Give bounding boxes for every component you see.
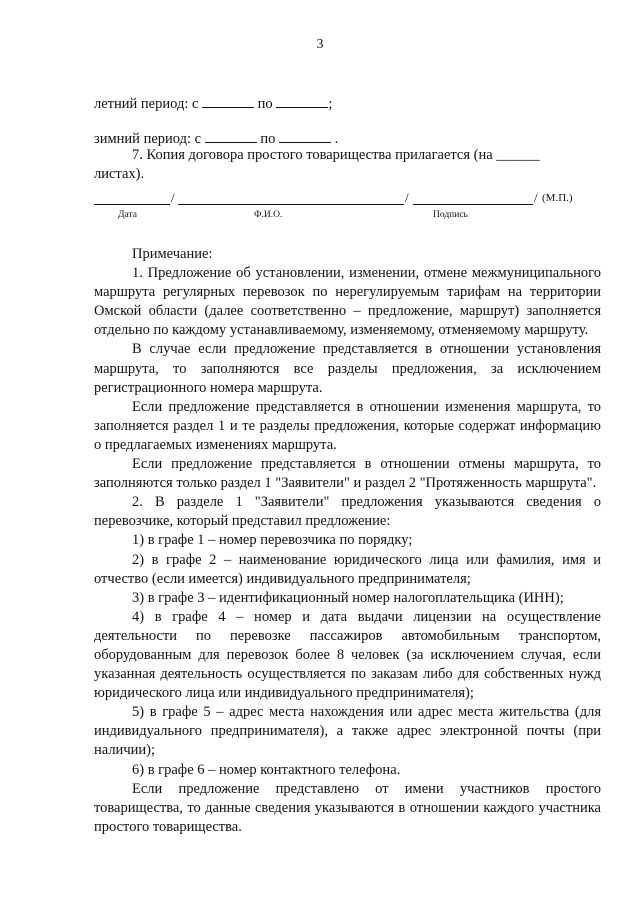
note-paragraph: 2) в графе 2 – наименование юридического лица или фамилия, имя и отчество (если имеется) индивидуального предпринимателя; bbox=[94, 551, 601, 587]
slash-separator: / bbox=[171, 190, 175, 205]
winter-to-label: по bbox=[260, 131, 276, 147]
summer-end-mark: ; bbox=[328, 96, 333, 112]
sign-line bbox=[413, 204, 533, 205]
note-paragraph: 1. Предложение об установлении, изменении, отмене межмуниципального маршрута регулярных перевозок по нерегулируемым тарифам на территории Омской области (далее соответственно – предложение, маршрут) заполняется отдельно по каждому устанавливаемому, изменяемому, отменяемому маршруту. bbox=[94, 265, 601, 339]
summer-to-blank bbox=[276, 95, 328, 108]
fio-caption: Ф.И.О. bbox=[254, 210, 283, 220]
sign-caption: Подпись bbox=[433, 210, 468, 220]
summer-period-label: летний период: с bbox=[94, 96, 199, 112]
stamp-place: (М.П.) bbox=[542, 192, 573, 204]
slash-separator: / bbox=[534, 190, 538, 205]
note-paragraph: Если предложение представлено от имени участников простого товарищества, то данные сведения указываются в отношении каждого участника простого товарищества. bbox=[94, 780, 601, 835]
summer-from-blank bbox=[202, 95, 254, 108]
fio-line bbox=[178, 204, 404, 205]
item-7-line-2: листах). bbox=[94, 166, 145, 182]
winter-from-blank bbox=[205, 130, 257, 143]
note-paragraph: 4) в графе 4 – номер и дата выдачи лицензии на осуществление деятельности по перевозке пассажиров автомобильным транспортом, оборудованным для перевозок более 8 человек (за исключением случая, если указанная деятельность осуществляется по заказам либо для собственных нужд юридического лица или индивидуального предпринимателя); bbox=[94, 608, 601, 702]
note-paragraph: Если предложение представляется в отношении изменения маршрута, то заполняется раздел 1 и те разделы предложения, которые содержат информацию о предлагаемых изменениях маршрута. bbox=[94, 398, 601, 453]
winter-period-label: зимний период: с bbox=[94, 131, 202, 147]
date-caption: Дата bbox=[118, 210, 137, 220]
page-number: 3 bbox=[316, 37, 324, 52]
note-paragraph: 2. В разделе 1 "Заявители" предложения указываются сведения о перевозчике, который представил предложение: bbox=[94, 494, 601, 530]
note-paragraph: 6) в графе 6 – номер контактного телефона. bbox=[132, 761, 401, 778]
note-paragraph: Если предложение представляется в отношении отмены маршрута, то заполняются только раздел 1 "Заявители" и раздел 2 "Протяженность маршрута". bbox=[94, 456, 601, 492]
date-line bbox=[94, 204, 170, 205]
note-paragraph: 3) в графе 3 – идентификационный номер налогоплательщика (ИНН); bbox=[132, 589, 564, 606]
note-paragraph: 1) в графе 1 – номер перевозчика по порядку; bbox=[132, 532, 413, 549]
notes-section bbox=[94, 245, 601, 837]
note-paragraph: 5) в графе 5 – адрес места нахождения или адрес места жительства (для индивидуального предпринимателя), а также адрес электронной почты (при наличии); bbox=[94, 704, 601, 759]
item-7-line-1: 7. Копия договора простого товарищества прилагается (на ______ bbox=[132, 147, 540, 163]
item-7-contract-copy bbox=[94, 146, 576, 184]
notes-heading: Примечание: bbox=[132, 246, 213, 262]
summer-to-label: по bbox=[257, 96, 273, 112]
winter-end-mark: . bbox=[334, 131, 339, 147]
summer-period-line bbox=[94, 95, 332, 113]
slash-separator: / bbox=[405, 190, 409, 205]
signature-row bbox=[94, 190, 584, 220]
note-paragraph: В случае если предложение представляется в отношении установления маршрута, то заполняются все разделы предложения, за исключением регистрационного номера маршрута. bbox=[94, 341, 601, 396]
winter-to-blank bbox=[279, 130, 331, 143]
